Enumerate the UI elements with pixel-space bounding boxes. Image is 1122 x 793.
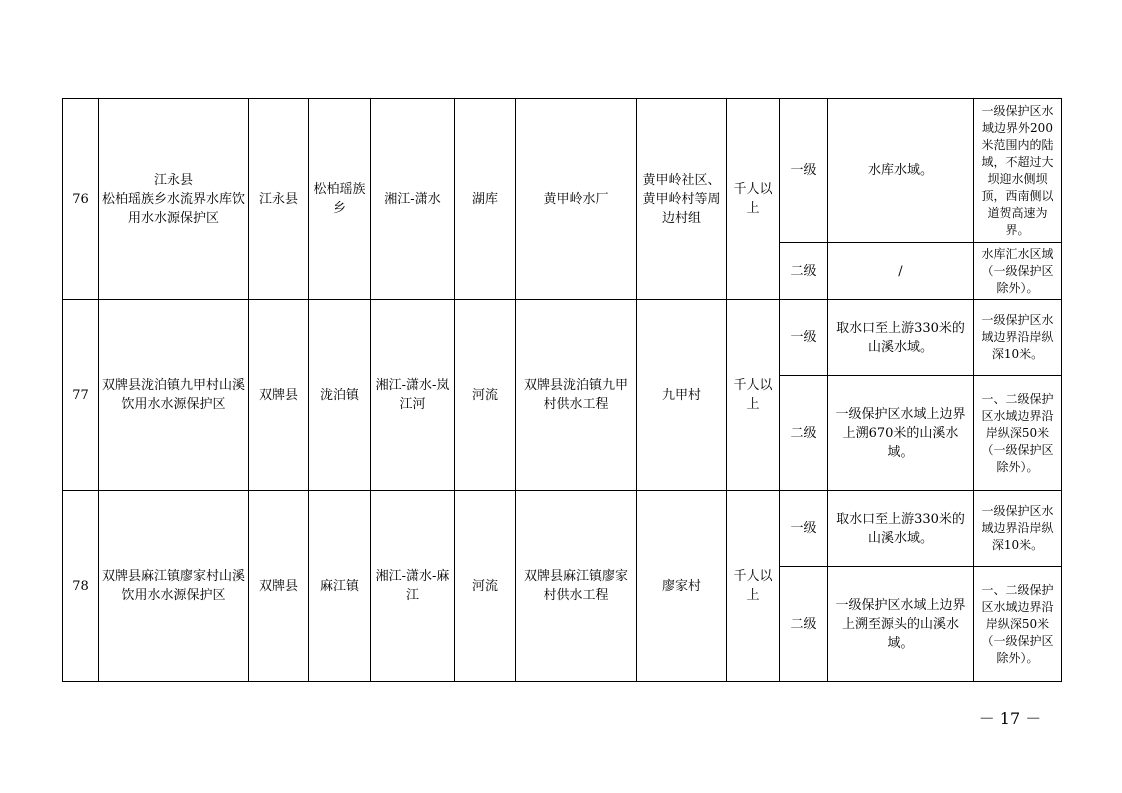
row-number: 77 (63, 300, 99, 491)
intake-cell: 双牌县泷泊镇九甲村供水工程 (516, 300, 637, 491)
town-cell: 麻江镇 (309, 491, 371, 682)
level-cell: 二级 (780, 243, 828, 300)
water-system-cell: 湘江-潇水-麻江 (371, 491, 455, 682)
water-area-cell: 一级保护区水域上边界上溯至源头的山溪水域。 (828, 567, 974, 682)
water-area-cell: 取水口至上游330米的山溪水域。 (828, 300, 974, 376)
served-area-cell: 黄甲岭社区、黄甲岭村等周边村组 (637, 99, 727, 300)
table-row (63, 300, 1062, 376)
land-area-cell: 一、二级保护区水域边界沿岸纵深50米（一级保护区除外）。 (974, 567, 1062, 682)
scale-cell: 千人以上 (727, 300, 780, 491)
source-name-line: 江永县 松柏瑶族乡水流界水库饮用水水源保护区 (102, 172, 246, 226)
served-area-cell: 九甲村 (637, 300, 727, 491)
level-cell: 二级 (780, 567, 828, 682)
level-cell: 一级 (780, 491, 828, 567)
level-cell: 二级 (780, 376, 828, 491)
water-system-cell: 湘江-潇水-岚江河 (371, 300, 455, 491)
county-cell: 江永县 (249, 99, 309, 300)
water-area-cell: 取水口至上游330米的山溪水域。 (828, 491, 974, 567)
source-type-cell: 河流 (455, 300, 516, 491)
land-area-cell: 一级保护区水域边界外200米范围内的陆域，不超过大坝迎水侧坝顶，西南侧以道贺高速为界。 (974, 99, 1062, 243)
water-system-cell: 湘江-潇水 (371, 99, 455, 300)
source-name (99, 99, 249, 300)
table-row (63, 491, 1062, 567)
source-name: 双牌县泷泊镇九甲村山溪饮用水水源保护区 (99, 300, 249, 491)
row-number: 78 (63, 491, 99, 682)
level-cell: 一级 (780, 300, 828, 376)
land-area-cell: 一、二级保护区水域边界沿岸纵深50米（一级保护区除外）。 (974, 376, 1062, 491)
protection-zone-table (62, 98, 1062, 682)
county-cell: 双牌县 (249, 300, 309, 491)
page-number: － 17 － (978, 709, 1042, 728)
town-cell: 泷泊镇 (309, 300, 371, 491)
scale-cell: 千人以上 (727, 99, 780, 300)
level-cell: 一级 (780, 99, 828, 243)
land-area-cell: 水库汇水区域（一级保护区除外）。 (974, 243, 1062, 300)
source-type-cell: 河流 (455, 491, 516, 682)
land-area-cell: 一级保护区水域边界沿岸纵深10米。 (974, 300, 1062, 376)
intake-cell: 黄甲岭水厂 (516, 99, 637, 300)
table-row (63, 99, 1062, 243)
water-area-cell: 一级保护区水域上边界上溯670米的山溪水域。 (828, 376, 974, 491)
intake-cell: 双牌县麻江镇廖家村供水工程 (516, 491, 637, 682)
row-number: 76 (63, 99, 99, 300)
source-type-cell: 湖库 (455, 99, 516, 300)
served-area-cell: 廖家村 (637, 491, 727, 682)
water-area-cell: 水库水域。 (828, 99, 974, 243)
source-name: 双牌县麻江镇廖家村山溪饮用水水源保护区 (99, 491, 249, 682)
county-cell: 双牌县 (249, 491, 309, 682)
scale-cell: 千人以上 (727, 491, 780, 682)
land-area-cell: 一级保护区水域边界沿岸纵深10米。 (974, 491, 1062, 567)
town-cell: 松柏瑶族乡 (309, 99, 371, 300)
water-area-cell: / (828, 243, 974, 300)
